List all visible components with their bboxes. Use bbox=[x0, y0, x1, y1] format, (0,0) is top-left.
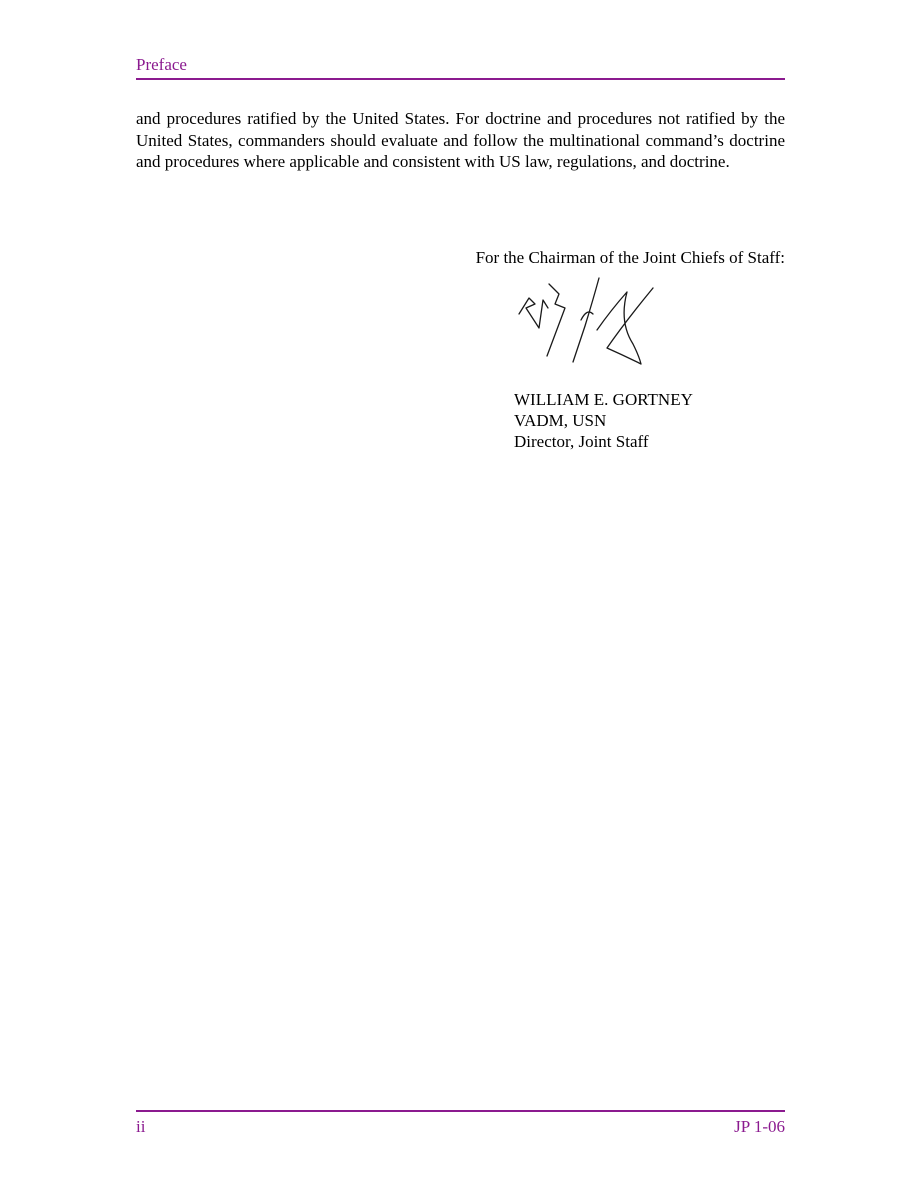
signatory-position: Director, Joint Staff bbox=[514, 432, 649, 451]
signatory-name: WILLIAM E. GORTNEY bbox=[514, 390, 693, 409]
running-header-title: Preface bbox=[136, 55, 187, 74]
signatory-block bbox=[514, 389, 693, 452]
handwritten-signature bbox=[515, 270, 660, 370]
body-paragraph: and procedures ratified by the United States. For doctrine and procedures not ratified by the United States, commanders should evaluate and follow the multinational command’s doctrine and procedures where applicable and consistent with US law, regulations, and doctrine. bbox=[136, 109, 785, 171]
signatory-rank: VADM, USN bbox=[514, 411, 607, 430]
footer-publication: JP 1-06 bbox=[734, 1117, 785, 1136]
footer-rule bbox=[136, 1110, 785, 1112]
footer-page-number: ii bbox=[136, 1117, 146, 1136]
signature-for-line: For the Chairman of the Joint Chiefs of Staff: bbox=[475, 248, 785, 267]
header-rule bbox=[136, 78, 785, 80]
